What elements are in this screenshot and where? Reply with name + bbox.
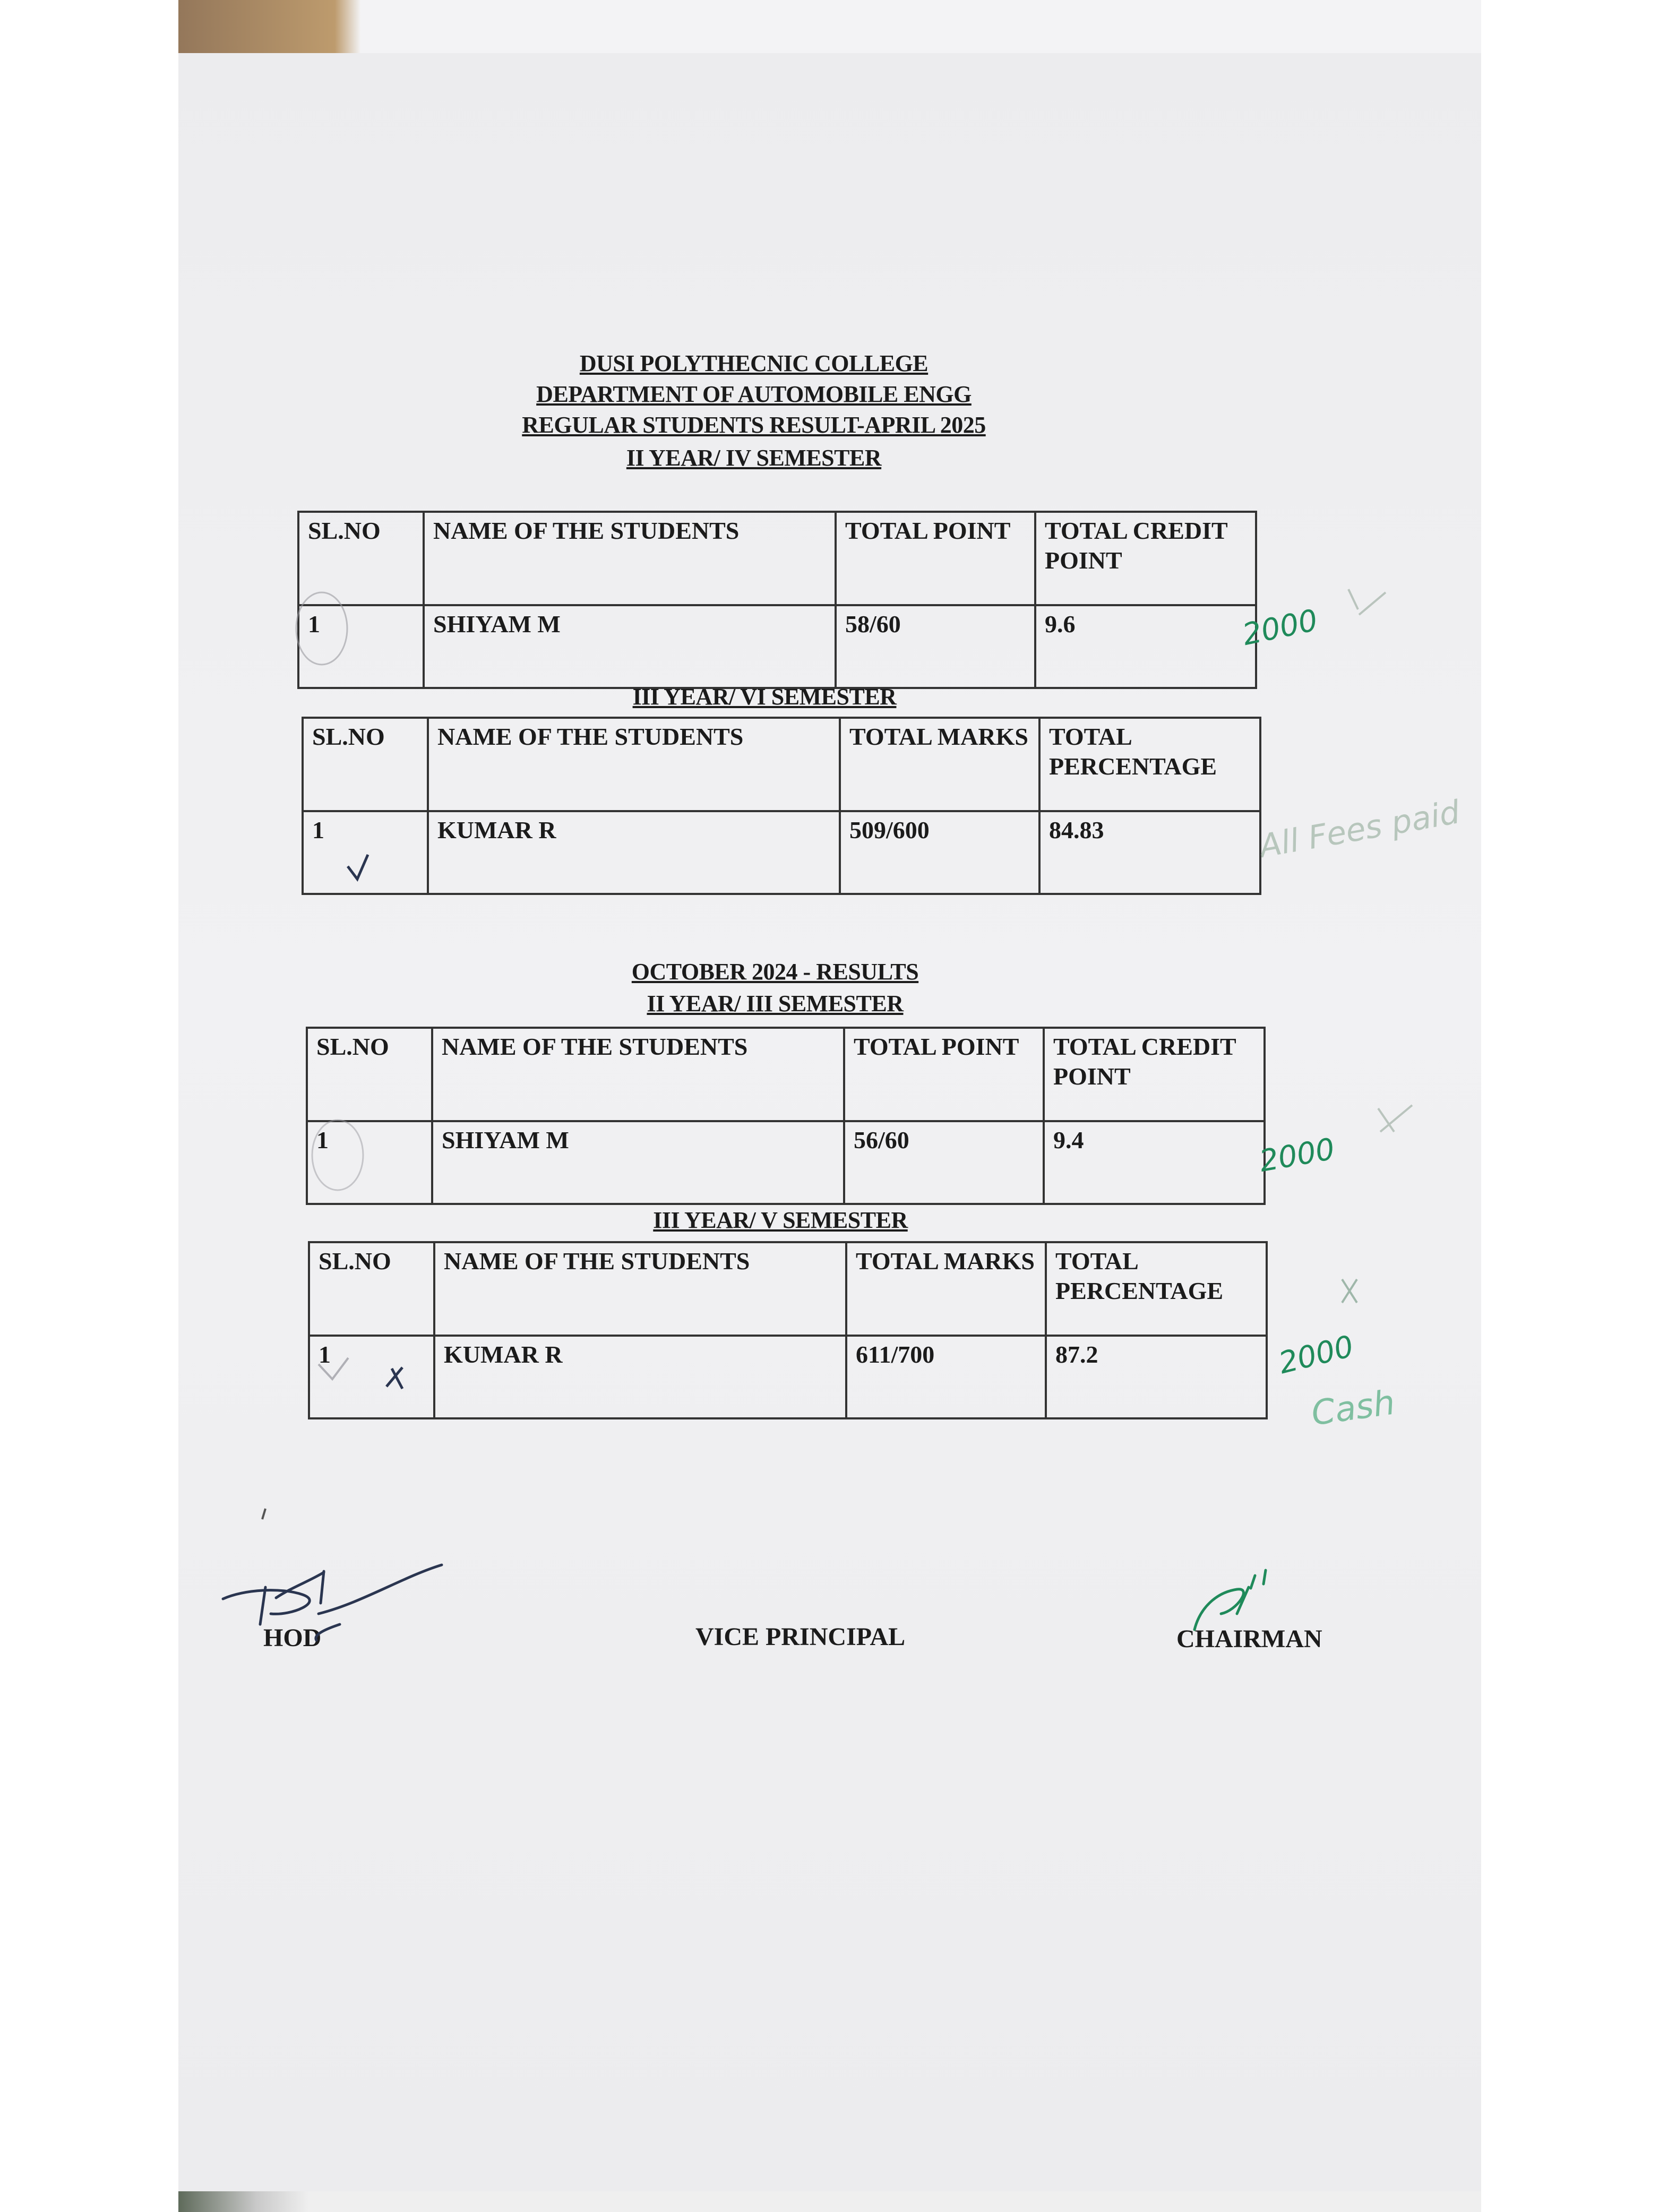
table-row: [309, 1336, 1267, 1418]
header-sl-no: SL.NO: [303, 718, 428, 811]
header-total-marks: TOTAL MARKS: [840, 718, 1039, 811]
cell-student-name: SHIYAM M: [424, 605, 836, 688]
cell-sl-no: 1: [307, 1121, 432, 1204]
cell-percentage: 87.2: [1046, 1336, 1267, 1418]
cell-sl-no: 1: [298, 605, 424, 688]
cell-credit-point: 9.6: [1035, 605, 1256, 688]
cell-credit-point: 9.4: [1044, 1121, 1265, 1204]
header-sl-no: SL.NO: [309, 1242, 434, 1336]
header-sl-no: SL.NO: [298, 512, 424, 605]
cell-sl-no: 1: [303, 811, 428, 894]
institution-name: DUSI POLYTHECNIC COLLEGE: [579, 350, 929, 376]
cell-student-name: KUMAR R: [434, 1336, 846, 1418]
hod-label: HOD: [263, 1624, 322, 1652]
header-total-point: TOTAL POINT: [844, 1028, 1044, 1121]
cell-total-point: 58/60: [836, 605, 1035, 688]
header-total-percentage: TOTAL PERCENTAGE: [1046, 1242, 1267, 1336]
header-name: NAME OF THE STUDENTS: [432, 1028, 844, 1121]
paper-top-edge: [178, 0, 1481, 53]
october-results-title: OCTOBER 2024 - RESULTS: [631, 959, 919, 985]
handwritten-note-fee: 2000: [1275, 1329, 1357, 1381]
department-name: DEPARTMENT OF AUTOMOBILE ENGG: [536, 381, 972, 407]
background-left: [0, 0, 178, 2212]
header-total-percentage: TOTAL PERCENTAGE: [1039, 718, 1260, 811]
header-name: NAME OF THE STUDENTS: [424, 512, 836, 605]
result-title: REGULAR STUDENTS RESULT-APRIL 2025: [522, 412, 986, 438]
header-name: NAME OF THE STUDENTS: [434, 1242, 846, 1336]
results-table-iii-semester: [306, 1027, 1266, 1205]
table-row: [303, 811, 1260, 894]
vice-principal-label: VICE PRINCIPAL: [695, 1623, 906, 1651]
cell-total-marks: 509/600: [840, 811, 1039, 894]
results-table-vi-semester: [302, 717, 1261, 895]
section1-title: II YEAR/ IV SEMESTER: [626, 445, 882, 471]
header-total-credit-point: TOTAL CREDIT POINT: [1035, 512, 1256, 605]
header-name: NAME OF THE STUDENTS: [428, 718, 840, 811]
section2-title: III YEAR/ VI SEMESTER: [632, 684, 897, 710]
background-right: [1481, 0, 1659, 2212]
cell-total-marks: 611/700: [846, 1336, 1046, 1418]
chairman-label: CHAIRMAN: [1176, 1625, 1322, 1653]
cell-student-name: SHIYAM M: [432, 1121, 844, 1204]
handwritten-note-cash: Cash: [1309, 1383, 1398, 1434]
handwritten-note-all-fees-paid: All Fees paid: [1256, 793, 1463, 866]
section3-title: II YEAR/ III SEMESTER: [647, 991, 904, 1017]
cell-student-name: KUMAR R: [428, 811, 840, 894]
table-row: [298, 605, 1256, 688]
table-row: [307, 1121, 1265, 1204]
header-total-credit-point: TOTAL CREDIT POINT: [1044, 1028, 1265, 1121]
handwritten-note-fee: 2000: [1257, 1132, 1338, 1179]
cell-percentage: 84.83: [1039, 811, 1260, 894]
cell-total-point: 56/60: [844, 1121, 1044, 1204]
cell-sl-no: 1: [309, 1336, 434, 1418]
section4-title: III YEAR/ V SEMESTER: [653, 1207, 908, 1233]
header-sl-no: SL.NO: [307, 1028, 432, 1121]
header-total-marks: TOTAL MARKS: [846, 1242, 1046, 1336]
results-table-iv-semester: [297, 511, 1257, 689]
results-table-v-semester: [308, 1241, 1268, 1419]
handwritten-note-fee: 2000: [1239, 603, 1321, 653]
header-total-point: TOTAL POINT: [836, 512, 1035, 605]
paper-bottom-edge: [178, 2191, 1481, 2212]
